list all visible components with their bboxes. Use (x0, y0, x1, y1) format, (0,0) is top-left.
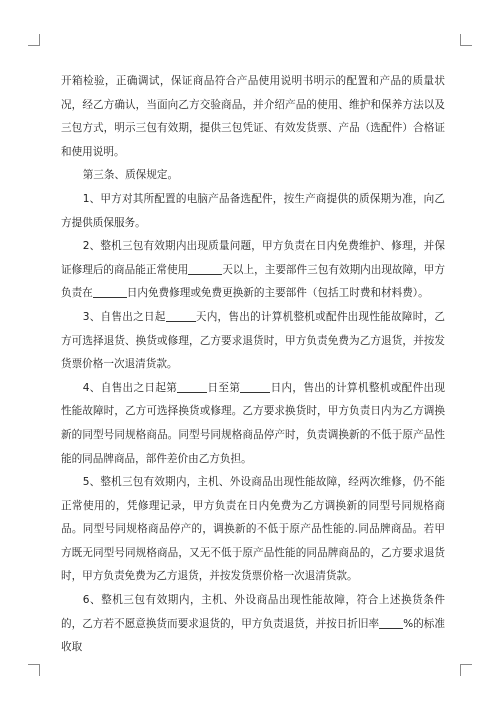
corner-mark-top-left (28, 34, 40, 46)
clause-2-text-a: 2、整机三包有效期内出现质量问题，甲方负责在日内免费维护、修理，并保证修理后的商品能正常使用 (61, 240, 445, 276)
blank-line (240, 380, 270, 393)
clause-6 (61, 589, 445, 660)
document-body (61, 70, 445, 660)
blank-line (177, 380, 207, 393)
blank-line (188, 262, 222, 275)
clause-4-text-c: 日内，售出的计算机整机或配件出现性能故障时，乙方可选择换货或修理。乙方要求换货时，甲方负责日内为乙方调换新的同型号同规格商品。同型号同规格商品停产时，负责调换新的不低于原产品性能的同品牌商品，部件差价由乙方负担。 (61, 381, 446, 465)
clause-3-text-b: 天内，售出的计算机整机或配件出现性能故障时，乙方可选择退货、换货或修理，乙方要求退货时，甲方负责免费为乙方退货，并按发货票价格一次退清货款。 (61, 310, 445, 371)
blank-line (166, 309, 196, 322)
section-heading: 第三条、质保规定。 (82, 169, 179, 182)
clause-1: 1、甲方对其所配置的电脑产品备选配件，按生产商提供的质保期为准，向乙方提供质保服务。 (61, 192, 445, 229)
clause-6-text-a: 6、整机三包有效期内，主机、外设商品出现性能故障，符合上述换货条件的，乙方若不愿意换货而要求退货的，甲方负责退货，并按日折旧率 (61, 594, 445, 630)
blank-line (379, 616, 403, 629)
clause-2-text-c: 日内免费修理或免费更换新的主要部件（包括工时费和材料费）。 (126, 287, 429, 300)
clause-5: 5、整机三包有效期内，主机、外设商品出现性能故障，经两次维修，仍不能正常使用的，凭修理记录，甲方负责在日内免费为乙方调换新的同型号同规格商品。同型号同规格商品停产的，调换新的不低于原产品性能的.同品牌商品。若甲方既无同型号同规格商品，又无不低于原产品性能的同品牌商品的，乙方要求退货时，甲方负责免费为乙方退货，并按发货票价格一次退清货款。 (61, 476, 445, 583)
clause-2-text-b: 天以上，主要部件三包有效期内出现故障，甲方负责在 (61, 263, 446, 300)
corner-mark-bottom-left (28, 664, 40, 676)
clause-3 (61, 306, 445, 377)
corner-mark-bottom-right (460, 664, 472, 676)
clause-4-text-a: 4、自售出之日起第 (82, 381, 178, 394)
clause-4 (61, 377, 445, 471)
corner-mark-top-right (460, 34, 472, 46)
clause-4-text-b: 日至第 (207, 381, 241, 394)
blank-line (93, 285, 127, 298)
clause-2 (61, 235, 445, 306)
intro-paragraph: 开箱检验，正确调试，保证商品符合产品使用说明书明示的配置和产品的质量状况，经乙方确认，当面向乙方交验商品，并介绍产品的使用、维护和保养方法以及三包方式，明示三包有效期，提供三包凭证、有效发货票、产品（选配件）合格证和使用说明。 (61, 75, 445, 158)
clause-3-text-a: 3、自售出之日起 (82, 310, 166, 323)
clause-6-text-b: %的标准收取 (61, 617, 445, 654)
